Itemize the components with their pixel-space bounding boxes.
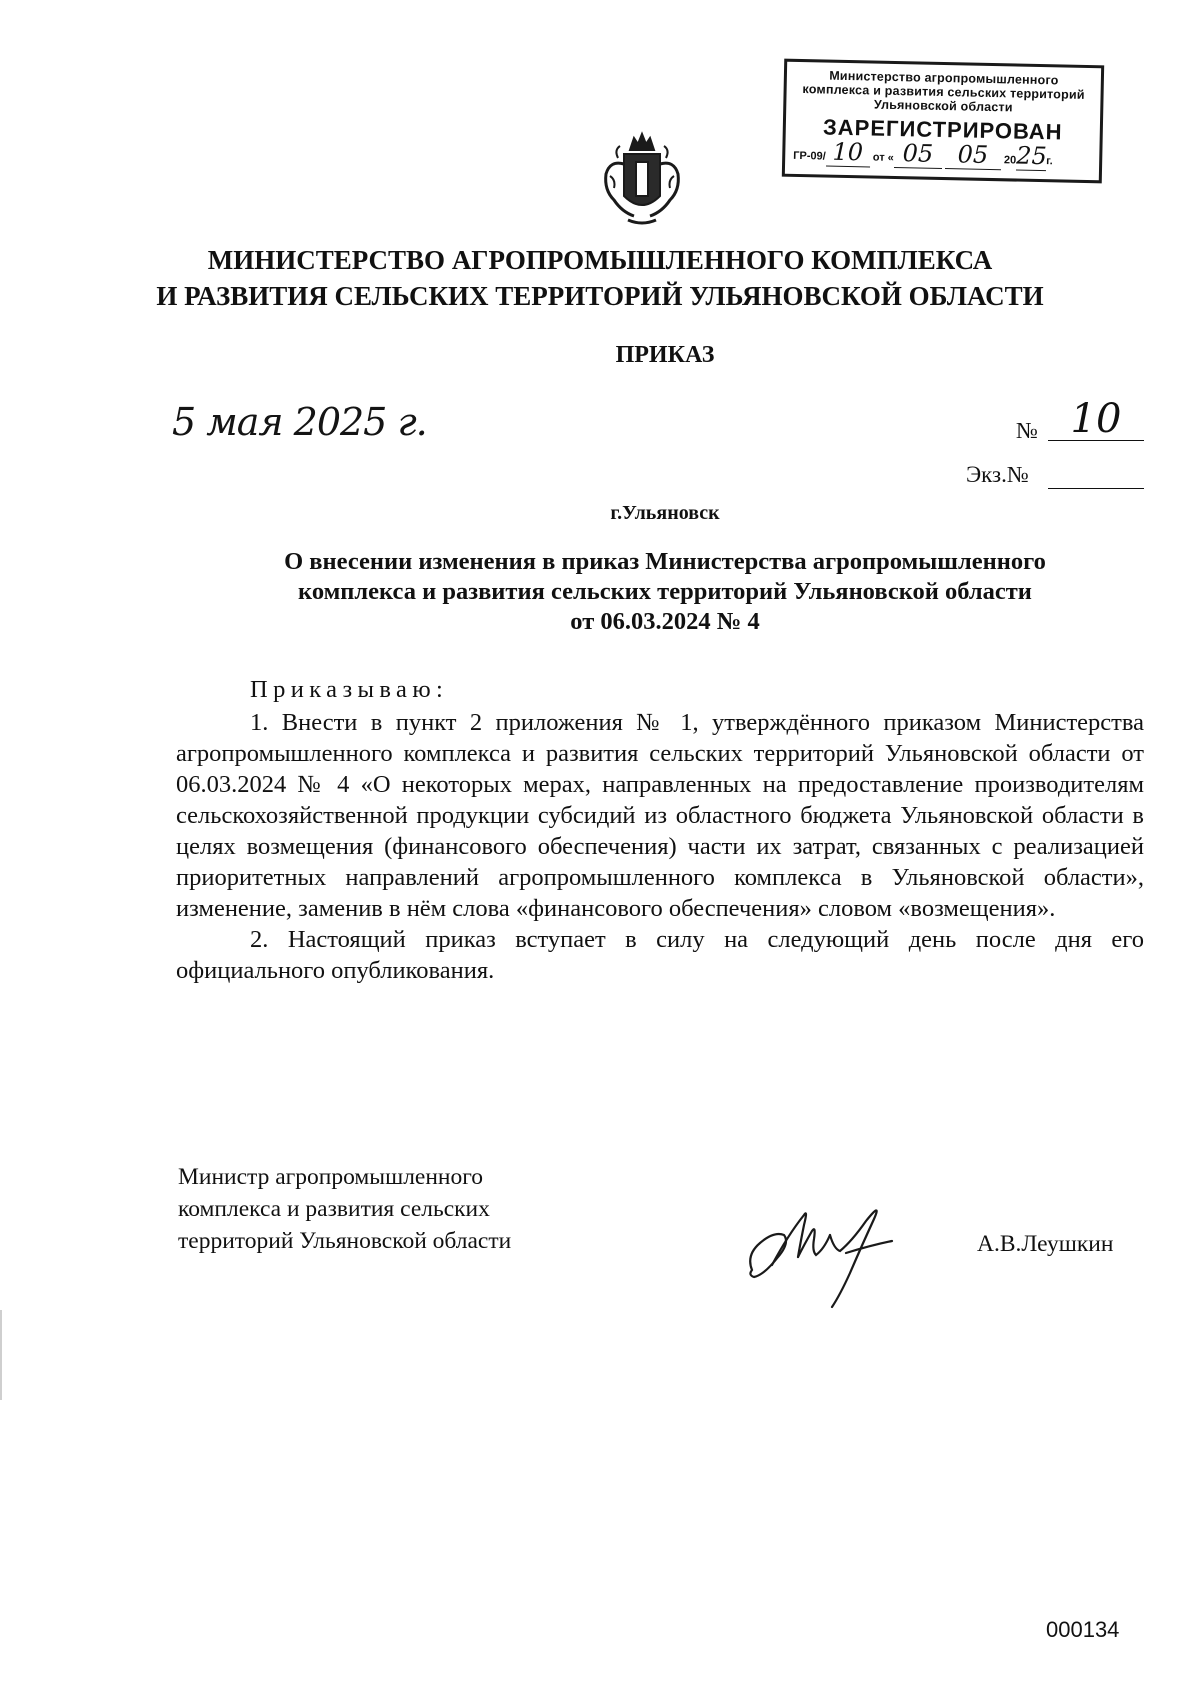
copy-number-blank — [1048, 488, 1144, 489]
title-line-3: от 06.03.2024 № 4 — [570, 608, 760, 635]
stamp-date-year-prefix: 20 — [1003, 154, 1017, 167]
scan-edge-mark — [0, 1310, 2, 1400]
signer-position — [178, 1161, 511, 1257]
signer-position-line-2: комплекса и развития сельских — [178, 1196, 490, 1222]
city: г.Ульяновск — [610, 502, 720, 524]
signer-name: А.В.Леушкин — [977, 1231, 1114, 1257]
handwritten-signature — [742, 1195, 932, 1315]
document-title — [150, 547, 1180, 637]
order-item-2: 2. Настоящий приказ вступает в силу на следующий день после дня его официального опубликования. — [176, 926, 1144, 984]
stamp-reg-number: 10 — [826, 138, 871, 168]
copy-number-label: Экз.№ — [966, 462, 1029, 487]
stamp-date-day: 05 — [894, 139, 943, 169]
ministry-name — [120, 242, 1080, 314]
stamp-status: ЗАРЕГИСТРИРОВАН — [822, 114, 1063, 145]
stamp-date-prefix: от « — [872, 151, 894, 164]
stamp-org-line-3: Ульяновской области — [873, 97, 1013, 115]
document-body — [176, 674, 1144, 986]
handwritten-date: 5 мая 2025 г. — [172, 400, 427, 444]
ministry-line-2: И РАЗВИТИЯ СЕЛЬСКИХ ТЕРРИТОРИЙ УЛЬЯНОВСКОЙ ОБЛАСТИ — [156, 281, 1044, 311]
stamp-org-line-1: Министерство агропромышленного — [829, 68, 1059, 88]
document-serial-number: 000134 — [1046, 1617, 1120, 1642]
stamp-org-line-2: комплекса и развития сельских территорий — [802, 82, 1085, 102]
document-type: ПРИКАЗ — [615, 342, 715, 368]
order-number: 10 — [1048, 396, 1144, 441]
order-item-1: 1. Внести в пункт 2 приложения № 1, утверждённого приказом Министерства агропромышленного комплекса и развития сельских территорий Ульяновской области от 06.03.2024 № 4 «О некоторых мерах, направленных на предоставление производителям сельскохозяйственной продукции субсидий из областного бюджета Ульяновской области в целях возмещения (финансового обеспечения) части их затрат, связанных с реализацией приоритетных направлений агропромышленного комплекса в Ульяновской области», изменение, заменив в нём слова «финансового обеспечения» словом «возмещения». — [176, 709, 1144, 922]
stamp-reg-prefix: ГР-09/ — [793, 149, 826, 163]
title-line-1: О внесении изменения в приказ Министерства агропромышленного — [284, 548, 1046, 575]
coat-of-arms-icon — [600, 130, 684, 230]
stamp-date-suffix: г. — [1046, 155, 1053, 168]
registration-stamp — [782, 59, 1104, 184]
ministry-line-1: МИНИСТЕРСТВО АГРОПРОМЫШЛЕННОГО КОМПЛЕКСА — [207, 245, 993, 275]
stamp-date-year: 25 — [1015, 141, 1048, 171]
signer-position-line-1: Министр агропромышленного — [178, 1164, 484, 1190]
title-line-2: комплекса и развития сельских территорий Ульяновской области — [298, 578, 1032, 605]
order-directive: Приказываю: — [250, 676, 449, 703]
signer-position-line-3: территорий Ульяновской области — [178, 1228, 512, 1254]
number-label: № — [1016, 418, 1038, 443]
stamp-registration-line — [793, 137, 1094, 172]
stamp-date-month: 05 — [945, 140, 1002, 170]
